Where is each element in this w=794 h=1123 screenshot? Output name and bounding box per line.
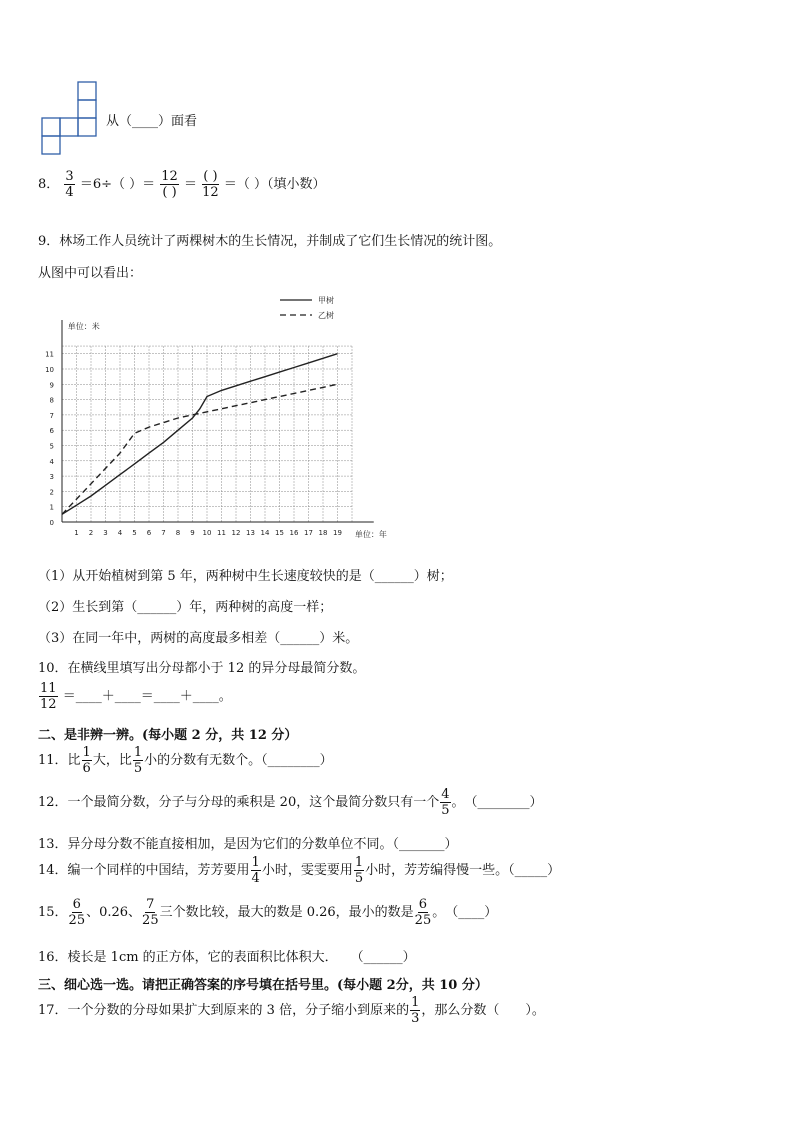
question-16: 16．棱长是 1cm 的正方体，它的表面积比体积大． （______） [38, 950, 416, 965]
q17-text-a: 17．一个分数的分母如果扩大到原来的 3 倍，分子缩小到原来的 [38, 1003, 410, 1018]
fraction-6-25: $\frac{6}{25}$ [68, 897, 86, 928]
legend-label: 甲树 [318, 296, 334, 305]
fraction-1-5-b: $\frac{1}{5}$ [354, 855, 364, 886]
question-8 [38, 170, 325, 199]
question-13: 13．异分母分数不能直接相加，是因为它们的分数单位不同。（_______） [38, 837, 458, 852]
fraction-7-25: $\frac{7}{25}$ [142, 897, 159, 928]
q12-text-a: 12．一个最简分数，分子与分母的乘积是 20，这个最简分数只有一个 [38, 795, 440, 810]
x-tick-label: 3 [103, 529, 108, 537]
q17-text-c: ，那么分数（ ）。 [421, 1003, 545, 1018]
q8-eq3: ＝（ ）（填小数） [223, 177, 326, 192]
x-tick-label: 9 [190, 529, 195, 537]
fraction-12-blank: $\frac{12}{( )}$ [161, 169, 178, 200]
x-tick-label: 16 [289, 529, 299, 537]
q14-text-c: 小时，芳芳编得慢一些。（_____） [365, 863, 561, 878]
fraction-3-4: $\frac{3}{4}$ [65, 169, 74, 200]
y-tick-label: 0 [49, 519, 54, 527]
question-15 [38, 898, 497, 927]
q9-subtitle: 从图中可以看出： [38, 266, 143, 281]
question-17 [38, 996, 545, 1025]
q11-text-b: 大，比 [92, 753, 132, 768]
y-tick-label: 8 [49, 396, 54, 405]
y-tick-label: 4 [49, 457, 54, 466]
q15-text-c: 三个数比较，最大的数是 0.26，最小的数是 [159, 905, 414, 920]
fraction-1-4: $\frac{1}{4}$ [251, 855, 260, 886]
question-11 [38, 746, 333, 775]
x-tick-label: 13 [246, 529, 255, 537]
x-tick-label: 12 [231, 529, 241, 537]
x-tick-label: 15 [275, 529, 284, 537]
q10-equation [38, 682, 232, 711]
x-tick-label: 7 [161, 529, 166, 537]
question-14 [38, 856, 560, 885]
x-tick-label: 5 [132, 529, 137, 537]
fraction-1-6: $\frac{1}{6}$ [82, 745, 91, 776]
q11-text-a: 11．比 [38, 753, 81, 768]
x-tick-label: 17 [304, 529, 313, 537]
y-tick-label: 1 [49, 503, 54, 512]
q10-title: 10．在横线里填写出分母都小于 12 的异分母最简分数。 [38, 661, 366, 676]
y-tick-label: 10 [45, 366, 54, 374]
fraction-11-12: $\frac{11}{12}$ [40, 681, 57, 712]
fraction-6-25-b: $\frac{6}{25}$ [414, 897, 432, 928]
cube-view-figure [40, 80, 102, 156]
x-tick-label: 19 [333, 529, 342, 537]
q8-eq2: ＝ [183, 177, 197, 192]
q15-text-b: 、0.26、 [86, 905, 142, 920]
y-tick-label: 7 [49, 411, 54, 420]
x-tick-label: 4 [117, 529, 123, 537]
q12-text-c: 。 （________） [451, 795, 543, 810]
fraction-1-5: $\frac{1}{5}$ [133, 745, 143, 776]
q9-part-1: （1）从开始植树到第 5 年，两种树中生长速度较快的是（______）树； [38, 569, 453, 584]
y-axis-label: 单位：米 [67, 321, 100, 331]
q10-blanks: ＝____＋____＝____＋____。 [62, 689, 232, 704]
x-tick-label: 11 [217, 529, 226, 537]
q8-number: 8． [38, 177, 60, 192]
y-tick-label: 5 [49, 442, 54, 451]
q9-title: 9．林场工作人员统计了两棵树木的生长情况，并制成了它们生长情况的统计图。 [38, 234, 502, 249]
y-tick-label: 9 [49, 381, 54, 390]
x-tick-label: 8 [175, 529, 181, 537]
x-axis-label: 单位：年 [354, 530, 387, 539]
question-12 [38, 788, 543, 817]
section-3-heading: 三、细心选一选。请把正确答案的序号填在括号里。(每小题 2分，共 10 分） [38, 978, 488, 993]
y-tick-label: 3 [49, 473, 54, 482]
legend-label: 乙树 [318, 311, 334, 320]
q15-text-e: 。 （____） [432, 905, 498, 920]
section-2-heading: 二、是非辨一辨。(每小题 2 分，共 12 分） [38, 728, 298, 743]
tree-growth-chart [30, 290, 420, 550]
y-tick-label: 2 [49, 488, 54, 497]
fraction-blank-12: $\frac{( )}{12}$ [202, 169, 219, 200]
x-tick-label: 18 [318, 529, 328, 537]
x-tick-label: 1 [74, 529, 79, 537]
fraction-1-3: $\frac{1}{3}$ [411, 995, 420, 1026]
y-tick-label: 11 [45, 350, 54, 359]
x-tick-label: 6 [146, 529, 152, 537]
series-line [62, 384, 338, 514]
q11-text-c: 小的分数有无数个。（________） [144, 753, 333, 768]
x-tick-label: 14 [260, 529, 270, 537]
q9-part-2: （2）生长到第（______）年，两种树的高度一样； [38, 600, 333, 615]
q8-eq1: ＝6÷（ ）＝ [79, 177, 156, 192]
fraction-4-5: $\frac{4}{5}$ [441, 787, 450, 818]
q9-part-3: （3）在同一年中，两树的高度最多相差（______）米。 [38, 631, 359, 646]
y-tick-label: 6 [49, 427, 54, 436]
series-line [62, 354, 338, 515]
x-tick-label: 2 [88, 529, 94, 537]
q14-text-b: 小时，雯雯要用 [261, 863, 353, 878]
q14-text-a: 14．编一个同样的中国结，芳芳要用 [38, 863, 250, 878]
x-tick-label: 10 [202, 529, 212, 537]
q15-text-a: 15． [38, 905, 68, 920]
view-direction-text: 从（____）面看 [106, 114, 198, 129]
